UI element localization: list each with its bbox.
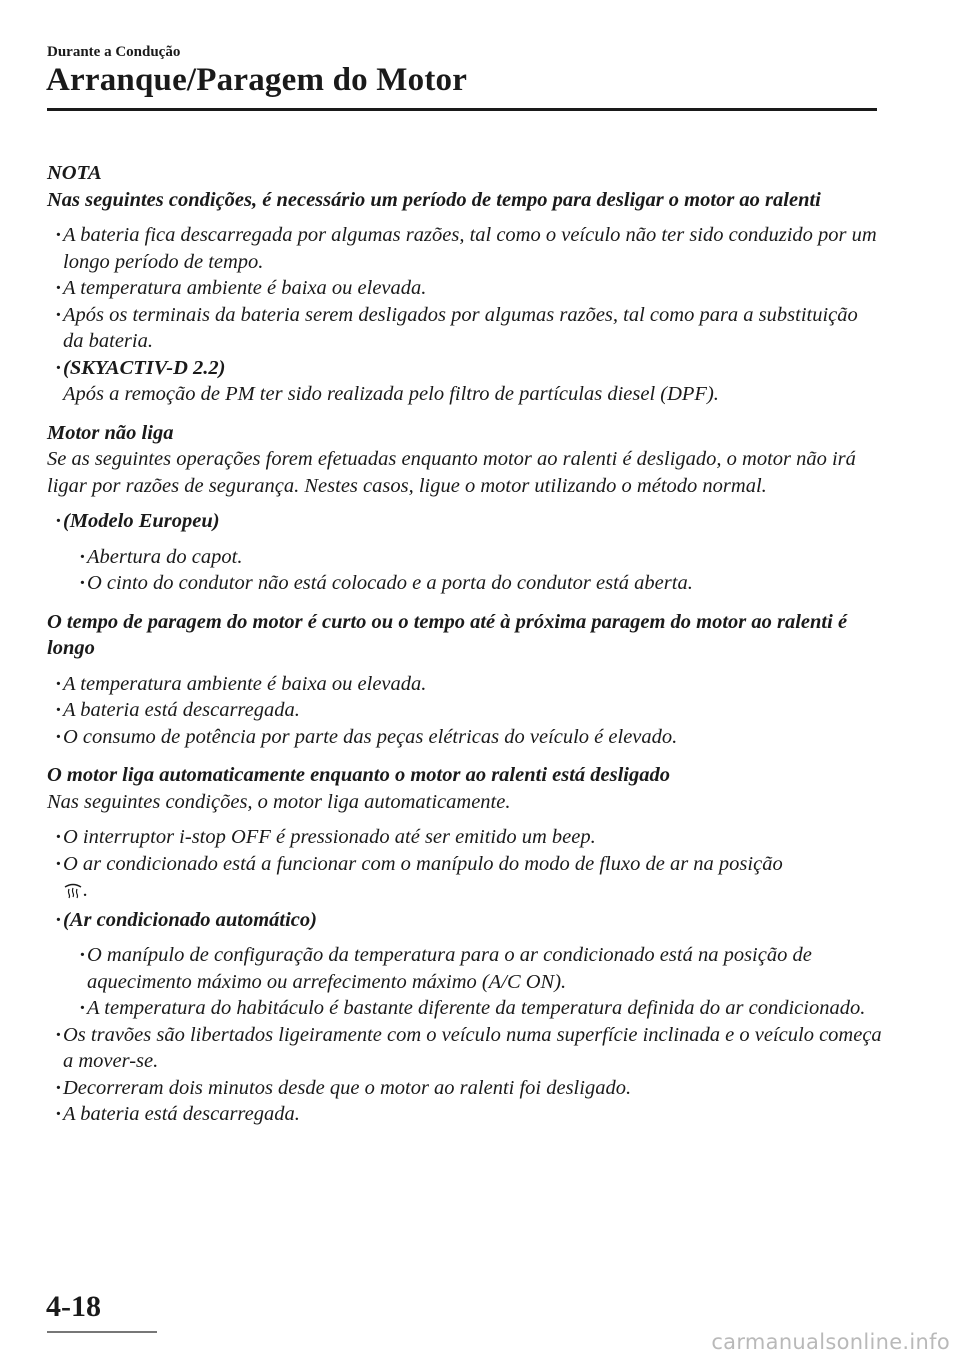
- list-item: · A temperatura do habitáculo é bastante diferente da temperatura definida do ar condicionado.: [79, 997, 866, 1019]
- european-model-sublist: [79, 544, 882, 597]
- liga-auto-text: Nas seguintes condições, o motor liga automaticamente.: [47, 790, 511, 813]
- content-body: [47, 160, 882, 1128]
- list-item: · Após os terminais da bateria serem desligados por algumas razões, tal como para a substituição da bateria.: [55, 303, 858, 352]
- skyactiv-label: (SKYACTIV-D 2.2): [63, 356, 226, 379]
- list-item: · A temperatura ambiente é baixa ou elevada.: [55, 672, 427, 695]
- motor-nao-liga-text: Se as seguintes operações forem efetuadas enquanto motor ao ralenti é desligado, o motor não irá ligar por razões de segurança. Nestes casos, ligue o motor utilizando o método normal.: [47, 448, 856, 497]
- list-item: · A temperatura ambiente é baixa ou elevada.: [55, 277, 427, 299]
- list-item: · Abertura do capot.: [79, 545, 243, 568]
- section-label: Durante a Condução: [47, 44, 181, 60]
- list-item: · A bateria fica descarregada por algumas razões, tal como o veículo não ter sido conduzido por um longo período de tempo.: [55, 224, 877, 273]
- list-item: · A bateria está descarregada.: [55, 1103, 300, 1125]
- header-divider: [47, 108, 877, 111]
- footer-divider: [47, 1331, 157, 1333]
- tempo-paragem-list: [55, 671, 882, 751]
- auto-ac-sublist: [79, 942, 882, 1022]
- list-item: · (Modelo Europeu) · Abertura do capot. · O cinto do condutor não está colocado e a porta do condutor está aberta.: [63, 508, 882, 597]
- section-heading-liga-auto: O motor liga automaticamente enquanto o motor ao ralenti está desligado: [47, 764, 671, 786]
- list-item: · (Ar condicionado automático) · O manípulo de configuração da temperatura para o ar condicionado está na posição de aquecimento máximo ou arrefecimento máximo (A/C ON). · A temperatura do habitáculo é bastante diferente da temperatura definida do ar condicionado.: [63, 907, 882, 1022]
- list-item: · Decorreram dois minutos desde que o motor ao ralenti foi desligado.: [55, 1076, 632, 1099]
- section-heading-tempo-paragem: O tempo de paragem do motor é curto ou o tempo até à próxima paragem do motor ao ralenti é longo: [47, 610, 848, 659]
- list-item: · O interruptor i-stop OFF é pressionado até ser emitido um beep.: [55, 826, 596, 848]
- list-item: · A bateria está descarregada.: [55, 699, 300, 721]
- section-heading-motor-nao-liga: Motor não liga: [47, 421, 174, 444]
- list-item: · O cinto do condutor não está colocado e a porta do condutor está aberta.: [79, 572, 693, 594]
- list-item: · Os travões são libertados ligeiramente com o veículo numa superfície inclinada e o veículo começa a mover-se.: [55, 1023, 882, 1072]
- page-number: 4-18: [46, 1290, 101, 1323]
- list-item: · O consumo de potência por parte das peças elétricas do veículo é elevado.: [55, 725, 678, 748]
- note-list: [55, 222, 882, 408]
- watermark: carmanualsonline.info: [711, 1330, 950, 1354]
- note-label: NOTA: [47, 162, 102, 184]
- liga-auto-list: [55, 824, 882, 1128]
- windshield-defroster-icon: [63, 880, 83, 907]
- list-item: · O ar condicionado está a funcionar com o manípulo do modo de fluxo de ar na posição .: [63, 851, 882, 907]
- motor-nao-liga-list: [55, 508, 882, 597]
- list-item: · O manípulo de configuração da temperatura para o ar condicionado está na posição de aquecimento máximo ou arrefecimento máximo (A/C ON).: [79, 944, 812, 993]
- note-heading: Nas seguintes condições, é necessário um período de tempo para desligar o motor ao ralenti: [47, 188, 821, 211]
- list-item: · (SKYACTIV-D 2.2) Após a remoção de PM ter sido realizada pelo filtro de partículas diesel (DPF).: [55, 356, 719, 405]
- chapter-title: Arranque/Paragem do Motor: [46, 62, 468, 98]
